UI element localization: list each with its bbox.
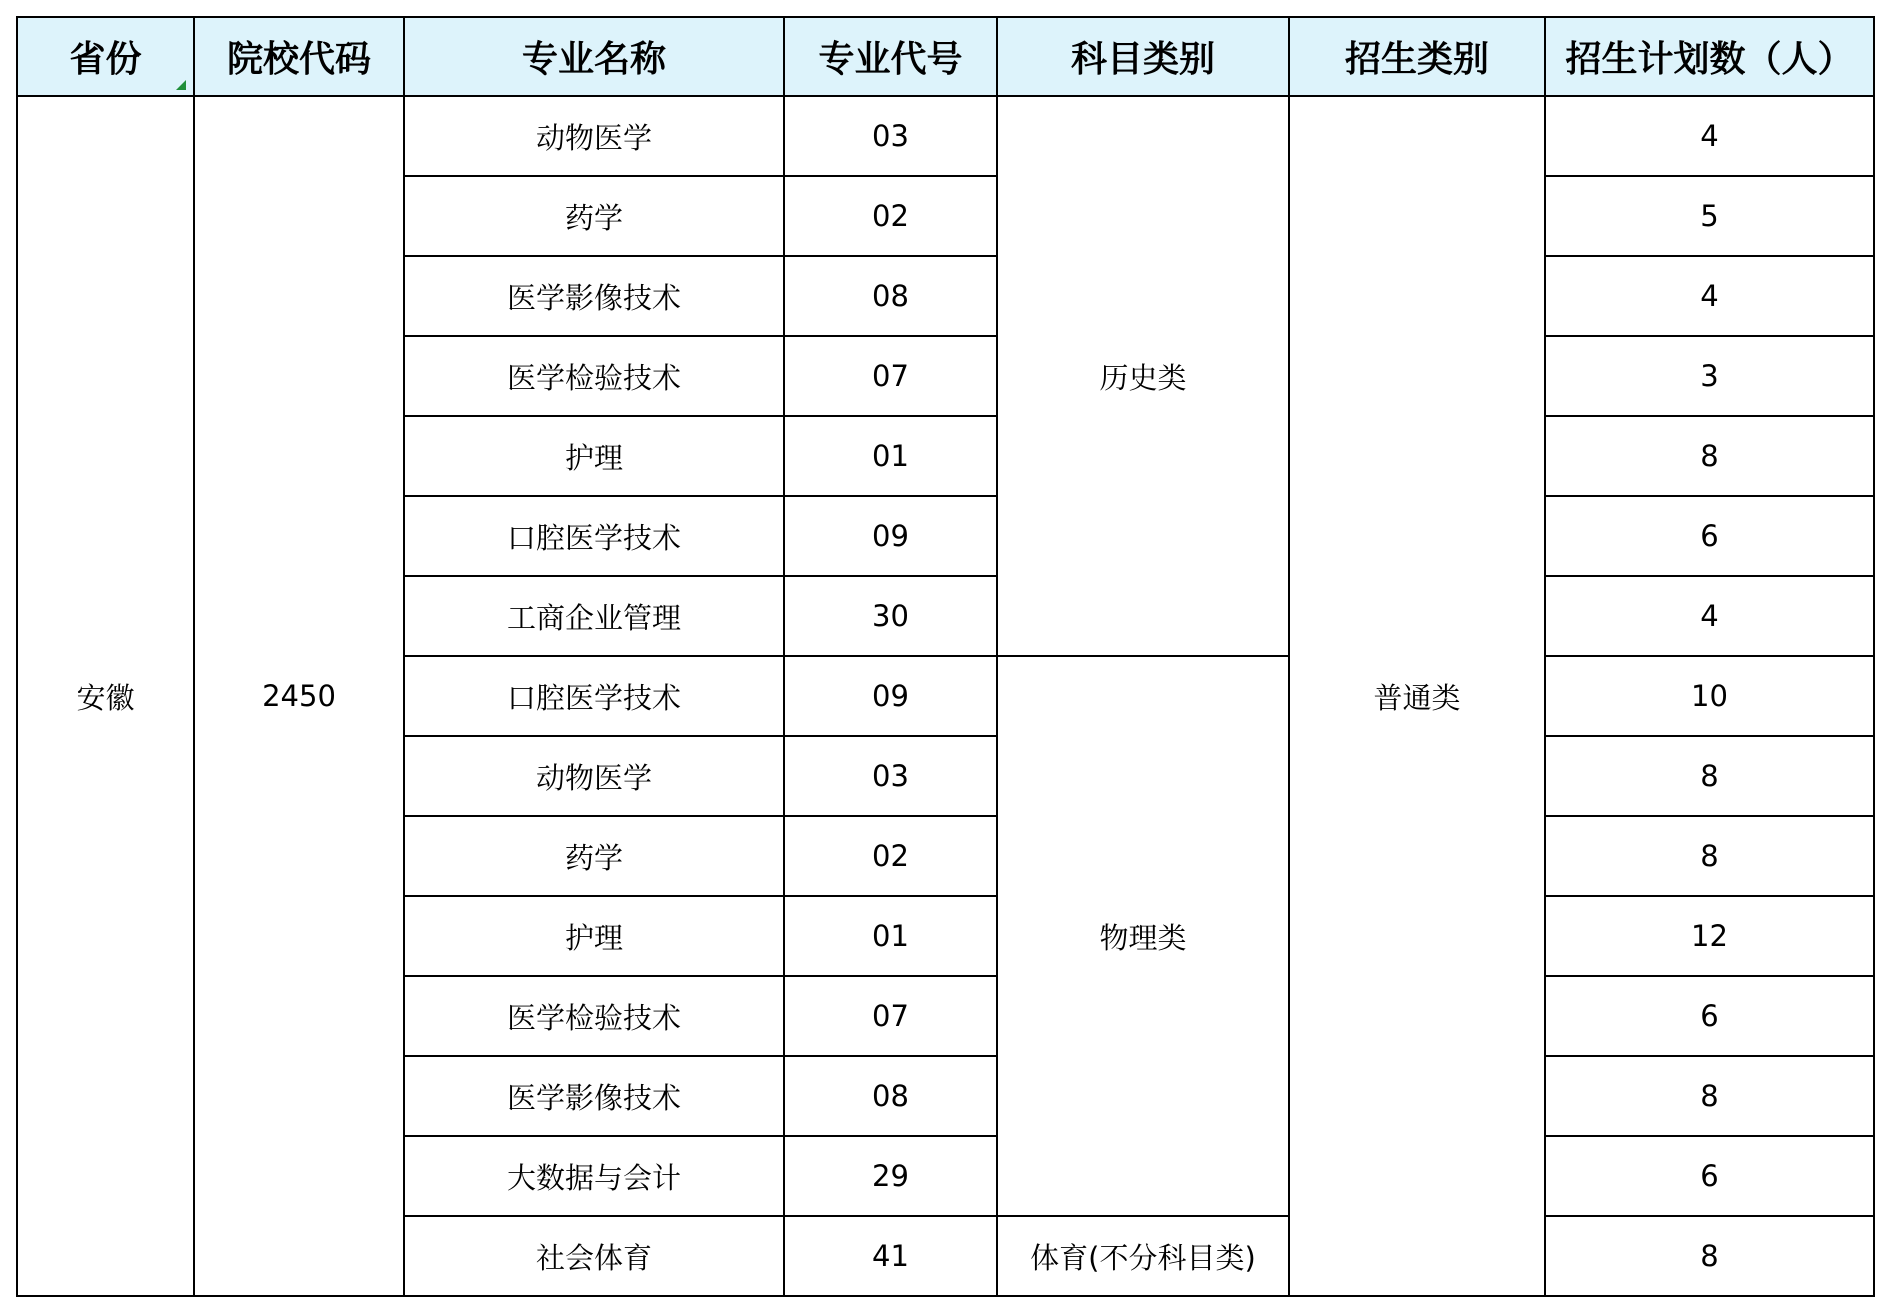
major-code-cell[interactable]: 08 xyxy=(784,256,997,336)
major-name-cell[interactable]: 大数据与会计 xyxy=(404,1136,784,1216)
spreadsheet-area xyxy=(16,16,1875,1297)
plan-count-cell[interactable]: 4 xyxy=(1545,256,1874,336)
plan-count-cell[interactable]: 12 xyxy=(1545,896,1874,976)
header-province[interactable]: 省份 xyxy=(17,17,194,96)
major-name-cell[interactable]: 动物医学 xyxy=(404,96,784,176)
table-row xyxy=(17,96,1874,176)
cell-comment-marker xyxy=(176,80,186,90)
table-header xyxy=(17,17,1874,96)
header-plan-count[interactable]: 招生计划数（人） xyxy=(1545,17,1874,96)
major-code-cell[interactable]: 01 xyxy=(784,416,997,496)
province-cell[interactable]: 安徽 xyxy=(17,96,194,1296)
plan-count-cell[interactable]: 3 xyxy=(1545,336,1874,416)
plan-count-cell[interactable]: 6 xyxy=(1545,496,1874,576)
major-name-cell[interactable]: 口腔医学技术 xyxy=(404,656,784,736)
major-code-cell[interactable]: 02 xyxy=(784,176,997,256)
enrollment-plan-table xyxy=(16,16,1875,1297)
major-name-cell[interactable]: 口腔医学技术 xyxy=(404,496,784,576)
plan-count-cell[interactable]: 6 xyxy=(1545,1136,1874,1216)
major-code-cell[interactable]: 29 xyxy=(784,1136,997,1216)
school-code-cell[interactable]: 2450 xyxy=(194,96,404,1296)
major-code-cell[interactable]: 30 xyxy=(784,576,997,656)
major-code-cell[interactable]: 09 xyxy=(784,496,997,576)
major-name-cell[interactable]: 工商企业管理 xyxy=(404,576,784,656)
major-code-cell[interactable]: 01 xyxy=(784,896,997,976)
enroll-category-cell[interactable]: 普通类 xyxy=(1289,96,1545,1296)
major-code-cell[interactable]: 09 xyxy=(784,656,997,736)
subject-category-cell[interactable]: 历史类 xyxy=(997,96,1289,656)
header-major-code[interactable]: 专业代号 xyxy=(784,17,997,96)
major-name-cell[interactable]: 药学 xyxy=(404,816,784,896)
header-subject-category[interactable]: 科目类别 xyxy=(997,17,1289,96)
plan-count-cell[interactable]: 5 xyxy=(1545,176,1874,256)
plan-count-cell[interactable]: 8 xyxy=(1545,1216,1874,1296)
major-code-cell[interactable]: 07 xyxy=(784,976,997,1056)
major-name-cell[interactable]: 医学检验技术 xyxy=(404,336,784,416)
major-name-cell[interactable]: 社会体育 xyxy=(404,1216,784,1296)
plan-count-cell[interactable]: 4 xyxy=(1545,576,1874,656)
major-name-cell[interactable]: 护理 xyxy=(404,416,784,496)
header-enroll-category[interactable]: 招生类别 xyxy=(1289,17,1545,96)
plan-count-cell[interactable]: 4 xyxy=(1545,96,1874,176)
subject-category-cell[interactable]: 体育(不分科目类) xyxy=(997,1216,1289,1296)
major-name-cell[interactable]: 护理 xyxy=(404,896,784,976)
plan-count-cell[interactable]: 10 xyxy=(1545,656,1874,736)
major-name-cell[interactable]: 医学影像技术 xyxy=(404,1056,784,1136)
major-code-cell[interactable]: 41 xyxy=(784,1216,997,1296)
major-name-cell[interactable]: 医学影像技术 xyxy=(404,256,784,336)
major-code-cell[interactable]: 02 xyxy=(784,816,997,896)
major-code-cell[interactable]: 08 xyxy=(784,1056,997,1136)
major-name-cell[interactable]: 医学检验技术 xyxy=(404,976,784,1056)
plan-count-cell[interactable]: 6 xyxy=(1545,976,1874,1056)
major-code-cell[interactable]: 03 xyxy=(784,736,997,816)
subject-category-cell[interactable]: 物理类 xyxy=(997,656,1289,1216)
plan-count-cell[interactable]: 8 xyxy=(1545,416,1874,496)
major-code-cell[interactable]: 03 xyxy=(784,96,997,176)
major-code-cell[interactable]: 07 xyxy=(784,336,997,416)
table-body xyxy=(17,96,1874,1296)
plan-count-cell[interactable]: 8 xyxy=(1545,816,1874,896)
header-school-code[interactable]: 院校代码 xyxy=(194,17,404,96)
major-name-cell[interactable]: 动物医学 xyxy=(404,736,784,816)
header-row xyxy=(17,17,1874,96)
major-name-cell[interactable]: 药学 xyxy=(404,176,784,256)
plan-count-cell[interactable]: 8 xyxy=(1545,1056,1874,1136)
plan-count-cell[interactable]: 8 xyxy=(1545,736,1874,816)
header-major-name[interactable]: 专业名称 xyxy=(404,17,784,96)
